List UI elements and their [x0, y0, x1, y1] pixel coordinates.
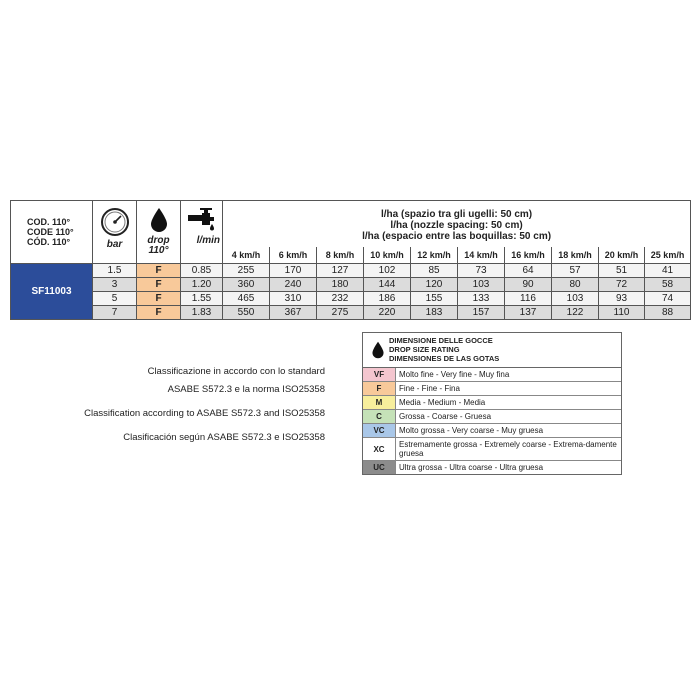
flow-cell: 1.55: [181, 291, 223, 305]
pressure-cell: 1.5: [93, 263, 137, 277]
drop-class-cell: F: [137, 277, 181, 291]
drop-label: drop: [147, 235, 170, 246]
legend-text: Ultra grossa - Ultra coarse - Ultra gruesa: [395, 461, 621, 474]
pressure-cell: 3: [93, 277, 137, 291]
rate-cell: 155: [411, 291, 458, 305]
speed-header: 14 km/h: [458, 247, 505, 264]
legend-item: [363, 424, 621, 438]
rate-cell: 310: [270, 291, 317, 305]
code-es: CÓD. 110°: [27, 236, 71, 247]
faucet-icon: [186, 207, 218, 233]
rate-cell: 110: [599, 305, 645, 319]
rate-cell: 144: [364, 277, 411, 291]
rate-cell: 93: [599, 291, 645, 305]
rate-cell: 170: [270, 263, 317, 277]
flow-cell: 1.20: [181, 277, 223, 291]
pressure-cell: 7: [93, 305, 137, 319]
legend-item: [363, 438, 621, 461]
lha-line-it: l/ha (spazio tra gli ugelli: 50 cm): [380, 209, 533, 221]
rate-cell: 58: [645, 277, 691, 291]
speed-header: 16 km/h: [505, 247, 552, 264]
droplet-icon: [371, 341, 385, 359]
drop-angle-label: 110°: [148, 245, 169, 256]
rate-cell: 103: [458, 277, 505, 291]
legend-text: Fine - Fine - Fina: [395, 382, 621, 395]
rate-cell: 72: [599, 277, 645, 291]
rate-cell: 186: [364, 291, 411, 305]
legend-text: Estremamente grossa - Extremely coarse - Extrema-damente gruesa: [395, 438, 621, 460]
rate-cell: 183: [411, 305, 458, 319]
rate-cell: 360: [223, 277, 270, 291]
nozzle-data-table: [10, 200, 691, 320]
drop-class-cell: F: [137, 291, 181, 305]
classification-it-2: ASABE S572.3 e la norma ISO25358: [167, 384, 325, 395]
rate-cell: 64: [505, 263, 552, 277]
table-row: [11, 277, 691, 291]
legend-item: [363, 382, 621, 396]
code-header: [11, 201, 93, 264]
legend-text: Grossa - Coarse - Gruesa: [395, 410, 621, 423]
rate-cell: 57: [552, 263, 599, 277]
model-code: SF11003: [11, 263, 93, 319]
rate-cell: 122: [552, 305, 599, 319]
speed-header: 6 km/h: [270, 247, 317, 264]
legend-item: [363, 461, 621, 474]
rate-cell: 367: [270, 305, 317, 319]
rate-cell: 41: [645, 263, 691, 277]
drop-size-legend: [362, 332, 622, 475]
pressure-cell: 5: [93, 291, 137, 305]
rate-cell: 120: [411, 277, 458, 291]
table-row: [11, 305, 691, 319]
drop-class-cell: F: [137, 263, 181, 277]
rate-cell: 73: [458, 263, 505, 277]
rate-cell: 465: [223, 291, 270, 305]
legend-header: [363, 333, 621, 368]
bar-header: [93, 201, 137, 264]
legend-text: Media - Medium - Media: [395, 396, 621, 409]
flow-label: l/min: [196, 235, 220, 246]
legend-code: VC: [363, 424, 395, 437]
rate-cell: 88: [645, 305, 691, 319]
code-it: COD. 110°: [27, 216, 71, 227]
rate-cell: 255: [223, 263, 270, 277]
rate-cell: 80: [552, 277, 599, 291]
pressure-gauge-icon: [100, 207, 130, 237]
rate-cell: 220: [364, 305, 411, 319]
rate-cell: 85: [411, 263, 458, 277]
rate-cell: 116: [505, 291, 552, 305]
speed-header: 20 km/h: [599, 247, 645, 264]
table-row: [11, 263, 691, 277]
legend-item: [363, 410, 621, 424]
legend-code: XC: [363, 438, 395, 460]
rate-cell: 240: [270, 277, 317, 291]
legend-title: DIMENSIONE DELLE GOCCE DROP SIZE RATING DIMENSIONES DE LAS GOTAS: [389, 336, 500, 363]
rate-cell: 133: [458, 291, 505, 305]
lha-line-en: l/ha (nozzle spacing: 50 cm): [390, 220, 523, 232]
legend-code: M: [363, 396, 395, 409]
speed-header: 25 km/h: [645, 247, 691, 264]
legend-item: [363, 396, 621, 410]
rate-cell: 157: [458, 305, 505, 319]
legend-code: UC: [363, 461, 395, 474]
rate-cell: 550: [223, 305, 270, 319]
rate-cell: 102: [364, 263, 411, 277]
legend-text: Molto grossa - Very coarse - Muy gruesa: [395, 424, 621, 437]
rate-cell: 127: [317, 263, 364, 277]
rate-cell: 74: [645, 291, 691, 305]
lha-header: [223, 201, 691, 247]
legend-item: [363, 368, 621, 382]
lha-line-es: l/ha (espacio entre las boquillas: 50 cm): [362, 231, 552, 243]
flow-cell: 1.83: [181, 305, 223, 319]
code-en: CODE 110°: [27, 226, 74, 237]
bar-label: bar: [106, 239, 123, 250]
rate-cell: 180: [317, 277, 364, 291]
speed-header: 18 km/h: [552, 247, 599, 264]
rate-cell: 275: [317, 305, 364, 319]
droplet-icon: [149, 207, 169, 233]
classification-en: Classification according to ASABE S572.3 and ISO25358: [84, 408, 325, 419]
rate-cell: 103: [552, 291, 599, 305]
speed-header: 12 km/h: [411, 247, 458, 264]
speed-header: 10 km/h: [364, 247, 411, 264]
legend-text: Molto fine - Very fine - Muy fina: [395, 368, 621, 381]
classification-it-1: Classificazione in accordo con lo standard: [147, 366, 325, 377]
rate-cell: 90: [505, 277, 552, 291]
speed-header: 8 km/h: [317, 247, 364, 264]
legend-code: VF: [363, 368, 395, 381]
flow-header: [181, 201, 223, 264]
table-row: [11, 291, 691, 305]
rate-cell: 51: [599, 263, 645, 277]
rate-cell: 232: [317, 291, 364, 305]
classification-es: Clasificación según ASABE S572.3 e ISO25358: [123, 432, 325, 443]
drop-header: [137, 201, 181, 264]
flow-cell: 0.85: [181, 263, 223, 277]
legend-code: C: [363, 410, 395, 423]
rate-cell: 137: [505, 305, 552, 319]
drop-class-cell: F: [137, 305, 181, 319]
speed-header: 4 km/h: [223, 247, 270, 264]
legend-code: F: [363, 382, 395, 395]
